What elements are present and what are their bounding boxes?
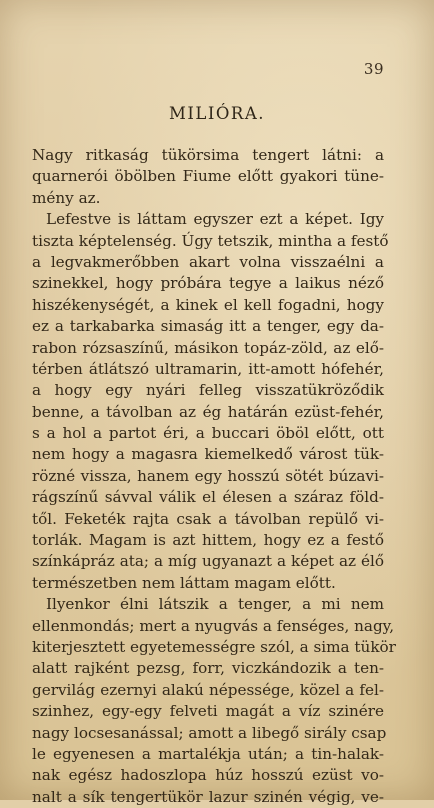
text-line: Lefestve is láttam egyszer ezt a képet. Igy <box>46 210 384 229</box>
text-line: benne, a távolban az ég határán ezüst-fehér, <box>32 402 384 421</box>
text-line: nak egész hadoszlopa húz hosszú ezüst vo- <box>32 766 384 785</box>
text-line: színkápráz ata; a míg ugyanazt a képet az élő <box>32 552 384 571</box>
text-line: mény az. <box>32 188 101 207</box>
page-number: 39 <box>363 60 384 78</box>
text-line: torlák. Magam is azt hittem, hogy ez a festő <box>32 531 384 550</box>
body-text <box>32 145 396 808</box>
text-line: rágszínű sávval válik el élesen a száraz föld- <box>32 488 384 507</box>
text-line: rabon rózsaszínű, másikon topáz-zöld, az elő- <box>32 338 384 357</box>
text-line: kiterjesztett egyetemességre szól, a sima tükör <box>32 637 396 656</box>
text-line: le egyenesen a martalékja után; a tin-halak- <box>32 744 384 763</box>
text-line: térben átlátszó ultramarin, itt-amott hófehér, <box>32 359 384 378</box>
text-line: természetben nem láttam magam előtt. <box>32 573 336 592</box>
text-line: rözné vissza, hanem egy hosszú sötét búzavi- <box>32 466 384 485</box>
text-line: Ilyenkor élni látszik a tenger, a mi nem <box>46 595 384 614</box>
text-line: szinekkel, hogy próbára tegye a laikus néző <box>32 274 384 293</box>
text-line: nalt a sík tengertükör lazur szinén végig, ve- <box>32 787 384 806</box>
text-line: gervilág ezernyi alakú népessége, közel a fel- <box>32 680 384 699</box>
text-line: től. Feketék rajta csak a távolban repülő vi- <box>32 509 384 528</box>
text-line: tiszta képtelenség. Úgy tetszik, mintha a festő <box>32 231 389 250</box>
page-title: MILIÓRA. <box>169 104 265 123</box>
text-line: a legvakmerőbben akart volna visszaélni a <box>32 252 384 271</box>
text-line: hiszékenységét, a kinek el kell fogadni, hogy <box>32 295 384 314</box>
text-line: szinhez, egy-egy felveti magát a víz szinére <box>32 702 384 721</box>
text-line: s a hol a partot éri, a buccari öböl előtt, ott <box>32 424 384 443</box>
text-line: nagy locsesanással; amott a libegő sirály csap <box>32 723 387 742</box>
text-line: ez a tarkabarka simaság itt a tenger, egy da- <box>32 317 384 336</box>
text-line: quarnerói öbölben Fiume előtt gyakori tüne- <box>32 167 384 186</box>
text-line: a hogy egy nyári felleg visszatükröződik <box>32 381 384 400</box>
text-line: ellenmondás; mert a nyugvás a fenséges, nagy, <box>32 616 395 635</box>
text-line: Nagy ritkaság tükörsima tengert látni: a <box>32 146 384 164</box>
text-line: alatt rajként pezsg, forr, viczkándozik a ten- <box>32 659 384 678</box>
text-line: nem hogy a magasra kiemelkedő várost tük- <box>32 445 384 464</box>
